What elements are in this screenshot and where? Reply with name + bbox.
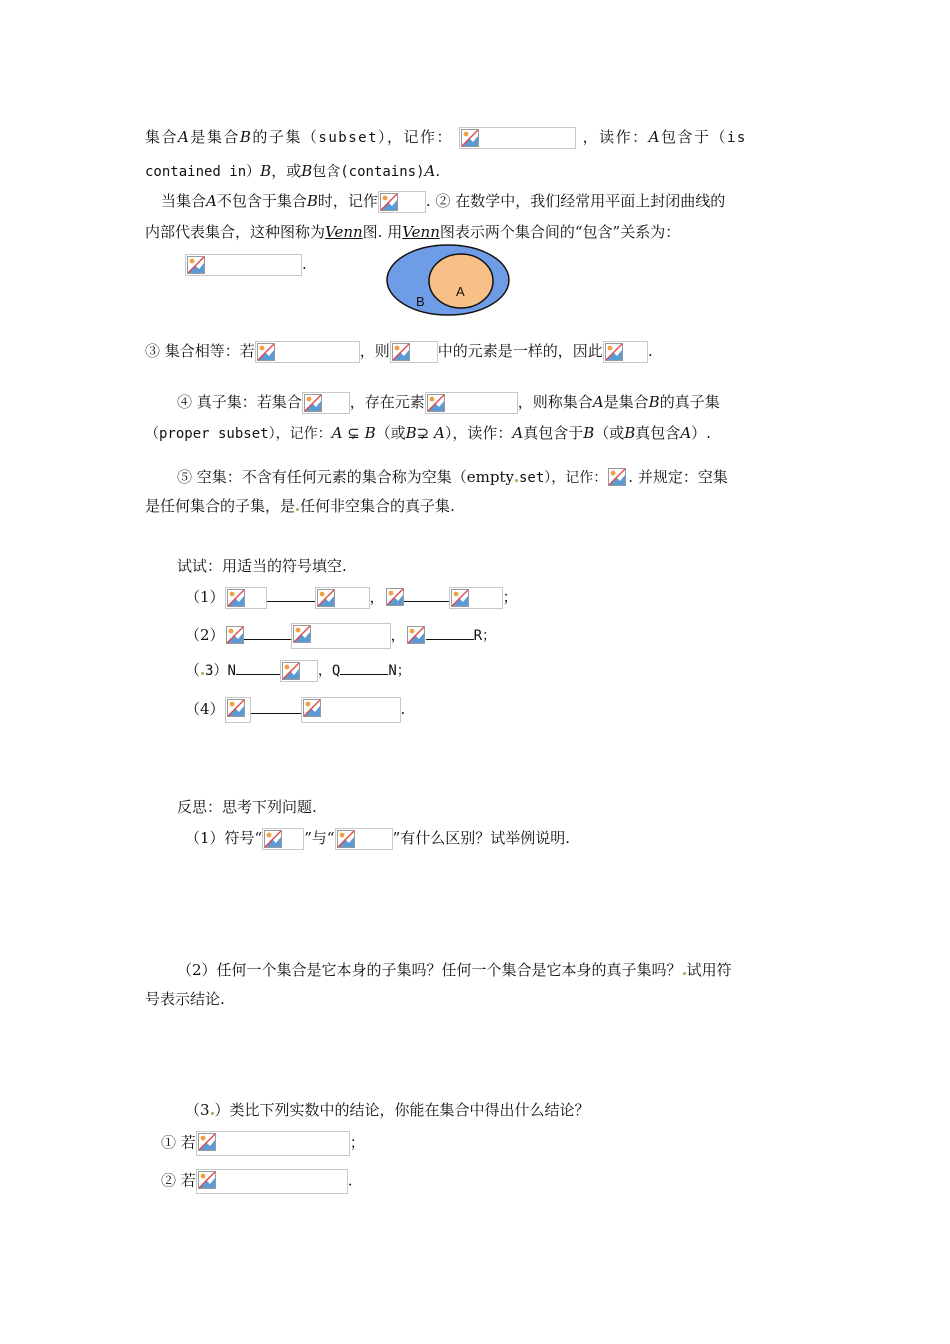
- formula-image-symbol1: [262, 828, 304, 850]
- reflection-q2-line1: （2）任何一个集合是它本身的子集吗？任何一个集合是它本身的真子集吗？ 试用符: [177, 961, 732, 979]
- broken-image-icon: [386, 588, 404, 606]
- broken-image-icon: [227, 699, 245, 717]
- para-empty-set-line2: 是任何集合的子集，是 任何非空集合的真子集.: [145, 497, 455, 515]
- decor-dot: [211, 1112, 214, 1115]
- broken-image-icon: [304, 394, 322, 412]
- reflection-q2-line2: 号表示结论.: [145, 990, 225, 1008]
- fill-blank[interactable]: [251, 699, 301, 714]
- broken-image-icon: [293, 625, 311, 643]
- broken-image-icon: [257, 343, 275, 361]
- broken-image-icon: [337, 830, 355, 848]
- reflection-q3-item2: ② 若 .: [161, 1169, 353, 1194]
- reflection-q1: （1）符号“ ”与“ ”有什么区别？试举例说明.: [185, 828, 570, 850]
- para-set-equal-line: ③ 集合相等：若 ，则 中的元素是一样的，因此 .: [145, 341, 653, 363]
- broken-image-icon: [198, 1133, 216, 1151]
- para-proper-subset-line1: ④ 真子集：若集合 ，存在元素 ，则称集合A是集合B的真子集: [177, 392, 720, 414]
- decor-dot: [201, 672, 204, 675]
- formula-image-ex2a: [225, 625, 243, 647]
- decor-dot: [515, 479, 518, 482]
- broken-image-icon: [451, 589, 469, 607]
- formula-image-ex1d: [449, 587, 503, 609]
- exercise-heading: 试试：用适当的符号填空.: [177, 557, 347, 575]
- decor-dot: [296, 508, 299, 511]
- broken-image-icon: [380, 193, 398, 211]
- formula-image-venn: [185, 254, 302, 276]
- broken-image-icon: [198, 1171, 216, 1189]
- formula-image-ex2b: [291, 623, 391, 649]
- formula-image-ex3: [280, 660, 318, 682]
- formula-image-symbol2: [335, 828, 393, 850]
- broken-image-icon: [392, 343, 410, 361]
- formula-image-proper-cond: [302, 392, 350, 414]
- fill-blank[interactable]: [243, 625, 291, 640]
- venn-formula-line: .: [185, 254, 307, 276]
- formula-image-subset: [459, 127, 576, 149]
- broken-image-icon: [264, 830, 282, 848]
- para-subset-def-line2: contained in）B，或B包含(contains)A.: [145, 162, 441, 180]
- formula-image-q3a: [196, 1131, 350, 1156]
- broken-image-icon: [226, 626, 244, 644]
- formula-image-element: [425, 392, 518, 414]
- venn-label-a: A: [456, 284, 465, 299]
- para-proper-subset-line2: （proper subset），记作：A ⊊ B（或B⊋ A），读作：A真包含于B（或B真包含A）.: [145, 424, 711, 442]
- formula-image-ex4a: [225, 697, 251, 723]
- fill-blank[interactable]: [267, 587, 315, 602]
- formula-image-q3b: [196, 1169, 348, 1194]
- venn-diagram: [385, 243, 511, 317]
- broken-image-icon: [227, 589, 245, 607]
- formula-image-ex1c: [385, 587, 401, 609]
- broken-image-icon: [282, 662, 300, 680]
- broken-image-icon: [461, 129, 479, 147]
- fill-blank[interactable]: [401, 587, 449, 602]
- broken-image-icon: [303, 699, 321, 717]
- exercise-item-3: （ 3）N ，Q N；: [185, 660, 411, 682]
- broken-image-icon: [407, 626, 425, 644]
- reflection-heading: 反思：思考下列问题.: [177, 798, 317, 816]
- formula-image-ex1b: [315, 587, 370, 609]
- broken-image-icon: [427, 394, 445, 412]
- exercise-item-4: （4） .: [185, 697, 405, 723]
- broken-image-icon: [608, 468, 626, 486]
- para-venn-line: 内部代表集合，这种图称为Venn图. 用Venn图表示两个集合间的“包含”关系为：: [145, 223, 681, 241]
- fill-blank[interactable]: [426, 625, 474, 640]
- reflection-q3-item1: ① 若 ；: [161, 1131, 365, 1156]
- formula-image-ex1a: [225, 587, 267, 609]
- formula-image-empty-set: [607, 467, 628, 489]
- broken-image-icon: [317, 589, 335, 607]
- para-subset-def-line1: 集合A是集合B的子集（subset），记作： ，读作：A包含于（is: [145, 127, 747, 149]
- formula-image-sets: [390, 341, 438, 363]
- fill-blank[interactable]: [340, 660, 388, 675]
- fill-blank[interactable]: [236, 660, 280, 675]
- venn-set-a: [429, 254, 493, 308]
- broken-image-icon: [187, 256, 205, 274]
- reflection-q3: （3 ）类比下列实数中的结论，你能在集合中得出什么结论？: [185, 1101, 590, 1119]
- broken-image-icon: [605, 343, 623, 361]
- formula-image-not-subset: [378, 191, 426, 213]
- para-not-subset-line: 当集合A不包含于集合B时，记作 . ② 在数学中，我们经常用平面上封闭曲线的: [161, 191, 725, 213]
- para-empty-set-line1: ⑤ 空集：不含有任何元素的集合称为空集（empty set），记作： . 并规定：空集: [177, 467, 728, 489]
- formula-image-equal: [603, 341, 648, 363]
- exercise-item-1: （1） ， ；: [185, 587, 518, 609]
- formula-image-equal-cond: [255, 341, 360, 363]
- formula-image-ex4b: [301, 697, 401, 723]
- formula-image-ex2c: [406, 625, 426, 647]
- venn-label-b: B: [416, 294, 425, 309]
- exercise-item-2: （2） ， R；: [185, 623, 496, 649]
- decor-dot: [683, 972, 686, 975]
